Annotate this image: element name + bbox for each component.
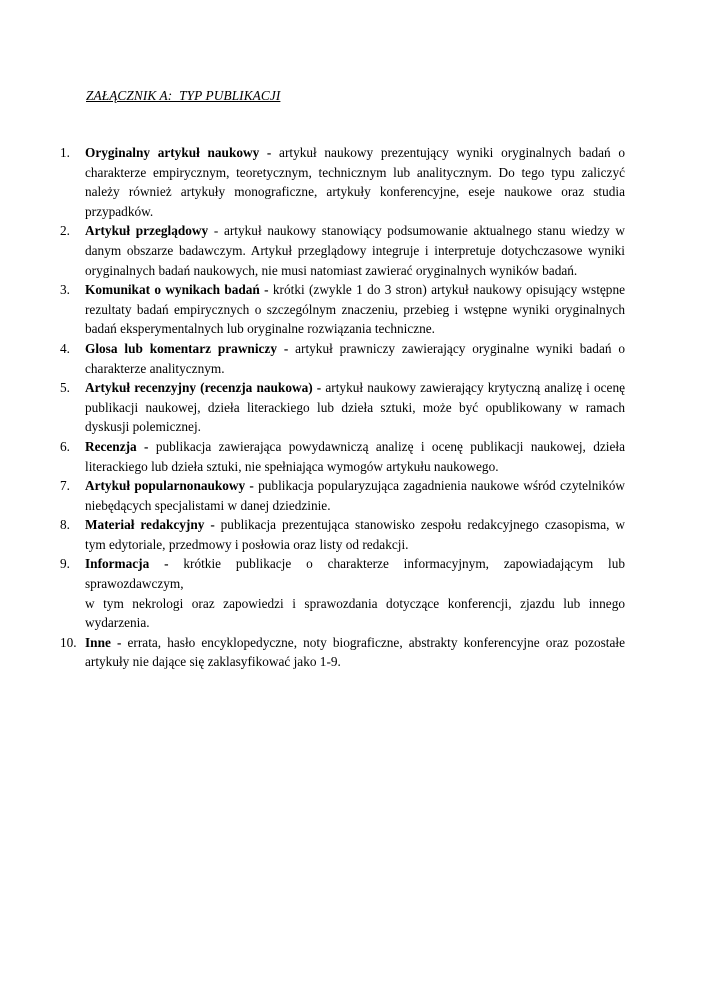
list-item bbox=[60, 221, 625, 280]
item-term: Artykuł recenzyjny (recenzja naukowa) - bbox=[85, 380, 322, 396]
list-item bbox=[60, 554, 625, 632]
list-item bbox=[60, 143, 625, 221]
list-item bbox=[60, 437, 625, 476]
item-term: Artykuł popularnonaukowy - bbox=[85, 478, 254, 494]
item-number: 5. bbox=[60, 380, 70, 396]
item-number: 9. bbox=[60, 556, 70, 572]
list-item bbox=[60, 378, 625, 437]
item-description-continued: w tym nekrologi oraz zapowiedzi i sprawozdania dotyczące konferencji, zjazdu lub innego wydarzenia. bbox=[85, 595, 625, 631]
item-term: Inne - bbox=[85, 634, 122, 650]
item-description: publikacja popularyzująca zagadnienia naukowe wśród czytelników niebędących specjalistami w danej dziedzinie. bbox=[85, 478, 625, 513]
item-number: 8. bbox=[60, 517, 70, 533]
item-number: 7. bbox=[60, 478, 70, 494]
item-term: Glosa lub komentarz prawniczy - bbox=[85, 340, 289, 356]
item-number: 10. bbox=[60, 634, 77, 650]
list-item bbox=[60, 339, 625, 378]
item-term: Informacja - bbox=[85, 556, 169, 572]
item-term: Recenzja - bbox=[85, 438, 149, 454]
list-item bbox=[60, 280, 625, 339]
list-item bbox=[60, 476, 625, 515]
list-item bbox=[60, 633, 625, 672]
list-item bbox=[60, 515, 625, 554]
item-number: 4. bbox=[60, 340, 70, 356]
item-description: errata, hasło encyklopedyczne, noty biograficzne, abstrakty konferencyjne oraz pozostałe artykuły nie dające się zaklasyfikować jako 1-9. bbox=[85, 634, 625, 670]
item-number: 3. bbox=[60, 282, 70, 298]
item-description: artykuł prawniczy zawierający oryginalne wyniki badań o charakterze analitycznym. bbox=[85, 340, 626, 376]
item-description: krótkie publikacje o charakterze informacyjnym, zapowiadającym lub sprawozdawczym, bbox=[85, 556, 625, 592]
item-description: krótki (zwykle 1 do 3 stron) artykuł naukowy opisujący wstępne rezultaty badań empirycznych o szczególnym znaczeniu, przebieg i wstępne wyniki oryginalnych badań eksperymentalnych lub oryginalne rozwiązania techniczne. bbox=[85, 282, 625, 337]
item-description: artykuł naukowy zawierający krytyczną analizę i ocenę publikacji naukowej, dzieła literackiego lub dzieła sztuki, może być opublikowany w ramach dyskusji polemicznej. bbox=[85, 380, 626, 435]
publication-type-list bbox=[60, 143, 625, 672]
item-description: publikacja prezentująca stanowisko zespołu redakcyjnego czasopisma, w tym edytoriale, przedmowy i posłowia oraz listy od redakcji. bbox=[85, 517, 625, 552]
item-description: - artykuł naukowy stanowiący podsumowanie aktualnego stanu wiedzy w danym obszarze badawczym. Artykuł przeglądowy integruje i interpretuje dotychczasowe wyniki oryginalnych badań naukowych, nie musi natomiast zawierać oryginalnych wyników badań. bbox=[85, 223, 625, 278]
item-description: artykuł naukowy prezentujący wyniki oryginalnych badań o charakterze empirycznym, teoretycznym, technicznym lub analitycznym. Do tego typu zaliczyć należy również artykuły monograficzne, artykuły konferencyjne, eseje naukowe oraz studia przypadków. bbox=[85, 145, 625, 219]
appendix-heading: ZAŁĄCZNIK A: TYP PUBLIKACJI bbox=[86, 88, 281, 103]
item-term: Oryginalny artykuł naukowy - bbox=[85, 145, 272, 160]
item-term: Materiał redakcyjny - bbox=[85, 517, 215, 533]
item-number: 2. bbox=[60, 223, 70, 239]
item-term: Artykuł przeglądowy bbox=[85, 223, 209, 239]
item-number: 1. bbox=[60, 145, 70, 160]
item-term: Komunikat o wynikach badań - bbox=[85, 282, 269, 298]
item-number: 6. bbox=[60, 438, 70, 454]
item-description: publikacja zawierająca powydawniczą analizę i ocenę publikacji naukowej, dzieła literackiego lub dzieła sztuki, nie spełniająca wymogów artykułu naukowego. bbox=[85, 438, 625, 474]
